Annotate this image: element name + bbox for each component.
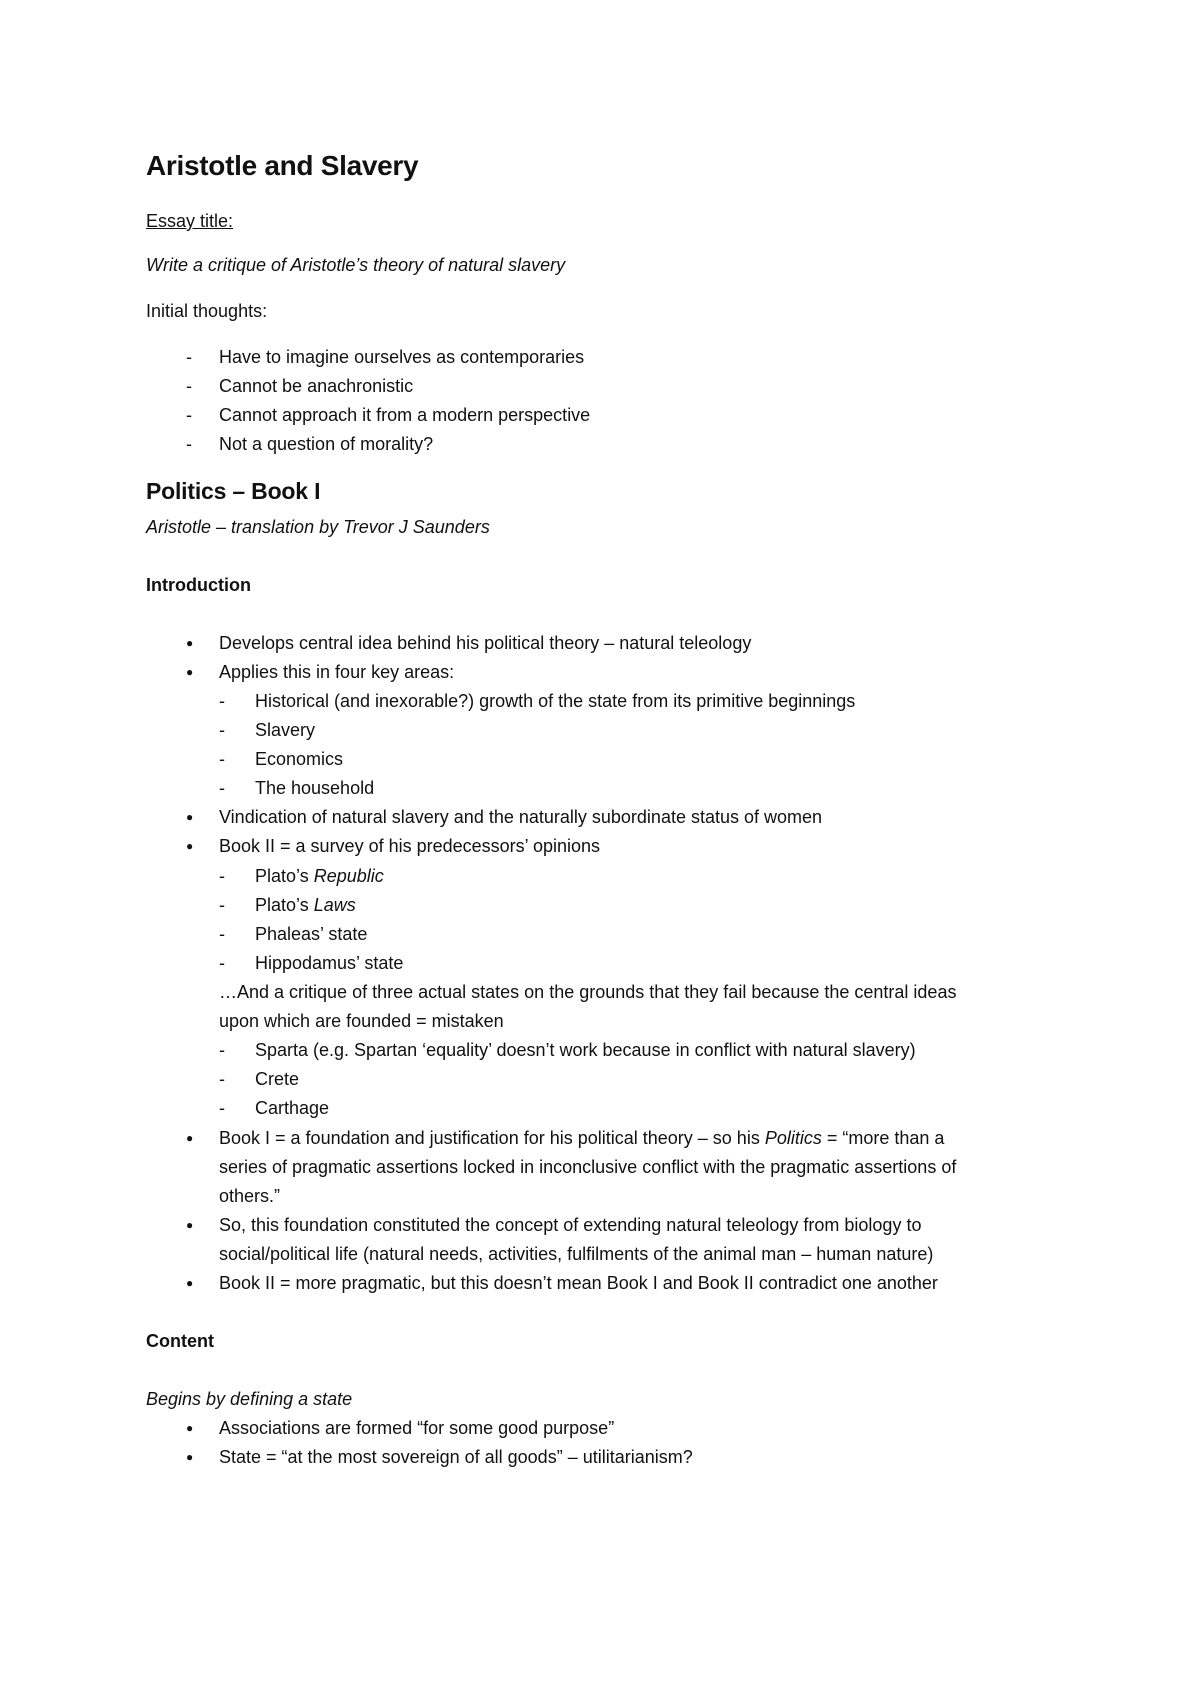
list-item: Crete [255, 1069, 300, 1089]
list-item: Hippodamus’ state [255, 953, 404, 973]
dash-marker: - [219, 778, 225, 798]
bullet-marker: ● [186, 839, 194, 853]
dash-marker: - [219, 1069, 225, 1089]
dash-marker: - [219, 749, 225, 769]
text-run: Book I = a foundation and justification for his political theory – so his [219, 1128, 765, 1148]
list-item: Have to imagine ourselves as contemporaries [219, 347, 585, 367]
essay-title-label: Essay title: [146, 211, 234, 231]
plato-prefix: Plato’s [255, 895, 314, 915]
list-item: Carthage [255, 1098, 330, 1118]
list-item: So, this foundation constituted the concept of extending natural teleology from biology to [219, 1215, 922, 1235]
list-item: Book II = a survey of his predecessors’ opinions [219, 836, 601, 856]
plato-prefix: Plato’s [255, 866, 314, 886]
list-item: Sparta (e.g. Spartan ‘equality’ doesn’t work because in conflict with natural slavery) [255, 1040, 916, 1060]
section-heading: Politics – Book I [146, 478, 321, 504]
dash-marker: - [219, 1040, 225, 1060]
section-subtitle: Aristotle – translation by Trevor J Saunders [146, 517, 490, 537]
dash-marker: - [219, 953, 225, 973]
list-item: Economics [255, 749, 344, 769]
work-title-laws: Laws [313, 895, 356, 915]
list-item: Vindication of natural slavery and the naturally subordinate status of women [219, 807, 823, 827]
essay-title: Write a critique of Aristotle’s theory of natural slavery [146, 255, 566, 275]
list-item: The household [255, 778, 375, 798]
bullet-marker: ● [186, 1218, 194, 1232]
dash-marker: - [219, 924, 225, 944]
bullet-marker: ● [186, 1450, 194, 1464]
introduction-heading: Introduction [146, 575, 251, 595]
list-item [219, 1127, 944, 1149]
initial-thoughts-label: Initial thoughts: [146, 301, 268, 321]
paragraph-line: …And a critique of three actual states on the grounds that they fail because the central ideas [219, 982, 957, 1002]
bullet-marker: ● [186, 665, 194, 679]
content-subheading: Begins by defining a state [146, 1389, 353, 1409]
list-item: Book II = more pragmatic, but this doesn’t mean Book I and Book II contradict one another [219, 1273, 938, 1293]
dash-marker: - [186, 405, 192, 425]
list-item: Cannot approach it from a modern perspective [219, 405, 591, 425]
list-item [255, 894, 356, 916]
list-item: State = “at the most sovereign of all goods” – utilitarianism? [219, 1447, 693, 1467]
bullet-marker: ● [186, 1421, 194, 1435]
list-item: Slavery [255, 720, 316, 740]
list-item: Phaleas’ state [255, 924, 368, 944]
bullet-marker: ● [186, 1276, 194, 1290]
work-title-politics: Politics [764, 1128, 822, 1148]
list-item [255, 865, 384, 887]
bullet-marker: ● [186, 1131, 194, 1145]
list-item: Applies this in four key areas: [219, 662, 455, 682]
list-item: Develops central idea behind his political theory – natural teleology [219, 633, 752, 653]
paragraph-line: social/political life (natural needs, activities, fulfilments of the animal man – human nature) [219, 1244, 934, 1264]
list-item: Associations are formed “for some good purpose” [219, 1418, 615, 1438]
work-title-republic: Republic [313, 866, 384, 886]
dash-marker: - [219, 720, 225, 740]
list-item: Historical (and inexorable?) growth of the state from its primitive beginnings [255, 691, 856, 711]
dash-marker: - [219, 866, 225, 886]
paragraph-line: series of pragmatic assertions locked in inconclusive conflict with the pragmatic assertions of [219, 1157, 957, 1177]
document-title: Aristotle and Slavery [146, 150, 419, 181]
dash-marker: - [219, 895, 225, 915]
list-item: Not a question of morality? [219, 434, 434, 454]
text-run: = “more than a [821, 1128, 945, 1148]
content-heading: Content [146, 1331, 214, 1351]
dash-marker: - [219, 691, 225, 711]
bullet-marker: ● [186, 810, 194, 824]
dash-marker: - [186, 434, 192, 454]
bullet-marker: ● [186, 636, 194, 650]
list-item: Cannot be anachronistic [219, 376, 414, 396]
paragraph-line: others.” [219, 1186, 281, 1206]
dash-marker: - [186, 376, 192, 396]
dash-marker: - [219, 1098, 225, 1118]
dash-marker: - [186, 347, 192, 367]
paragraph-line: upon which are founded = mistaken [219, 1011, 504, 1031]
